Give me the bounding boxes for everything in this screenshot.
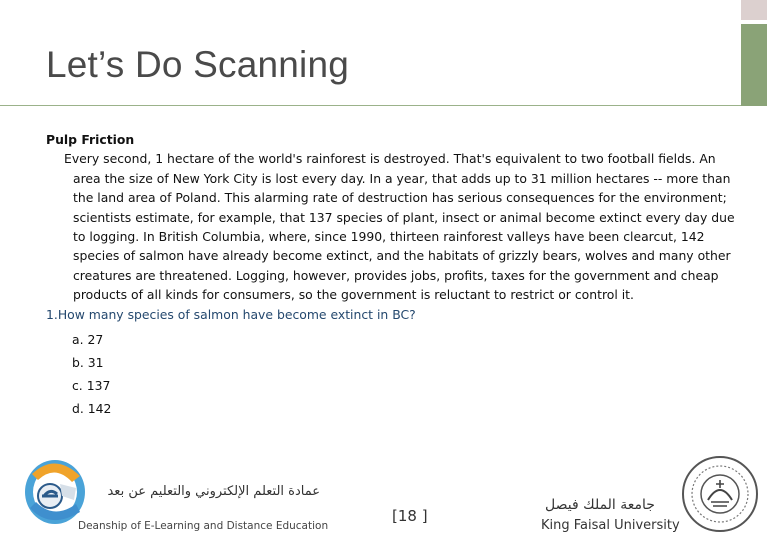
option-a: a. 27 <box>72 332 104 348</box>
title-divider <box>0 105 741 106</box>
deanship-arabic-name: عمادة التعلم الإلكتروني والتعليم عن بعد <box>107 484 320 499</box>
deanship-english-name: Deanship of E-Learning and Distance Education <box>78 520 329 532</box>
page-number: [18 ] <box>392 507 428 525</box>
accent-bar <box>741 24 767 106</box>
option-b: b. 31 <box>72 355 104 371</box>
answer-options <box>46 328 736 420</box>
university-english-name: King Faisal University <box>541 518 680 533</box>
accent-block-top <box>741 0 767 20</box>
option-c: c. 137 <box>72 378 111 394</box>
passage-text: Every second, 1 hectare of the world's rainforest is destroyed. That's equivalent to two football fields. An area the size of New York City is lost every day. In a year, that adds up to 31 million hectares -- more than the land area of Poland. This alarming rate of destruction has serious consequences for the environment; scientists estimate, for example, that 137 species of plant, insect or animal become extinct every day due to logging. In British Columbia, where, since 1990, thirteen rainforest valleys have been clearcut, 142 species of salmon have already become extinct, and the habitats of grizzly bears, wolves and many other creatures are threatened. Logging, however, provides jobs, profits, taxes for the government and cheap products of all kinds for consumers, so the government is reluctant to restrict or control it. <box>64 151 735 303</box>
university-seal-icon <box>680 454 760 534</box>
university-arabic-name: جامعة الملك فيصل <box>545 497 655 513</box>
slide-title: Let’s Do Scanning <box>46 44 350 85</box>
question-text: 1.How many species of salmon have become extinct in BC? <box>46 306 416 322</box>
option-d: d. 142 <box>72 401 112 417</box>
slide-content <box>46 130 736 420</box>
passage-heading: Pulp Friction <box>46 132 135 147</box>
